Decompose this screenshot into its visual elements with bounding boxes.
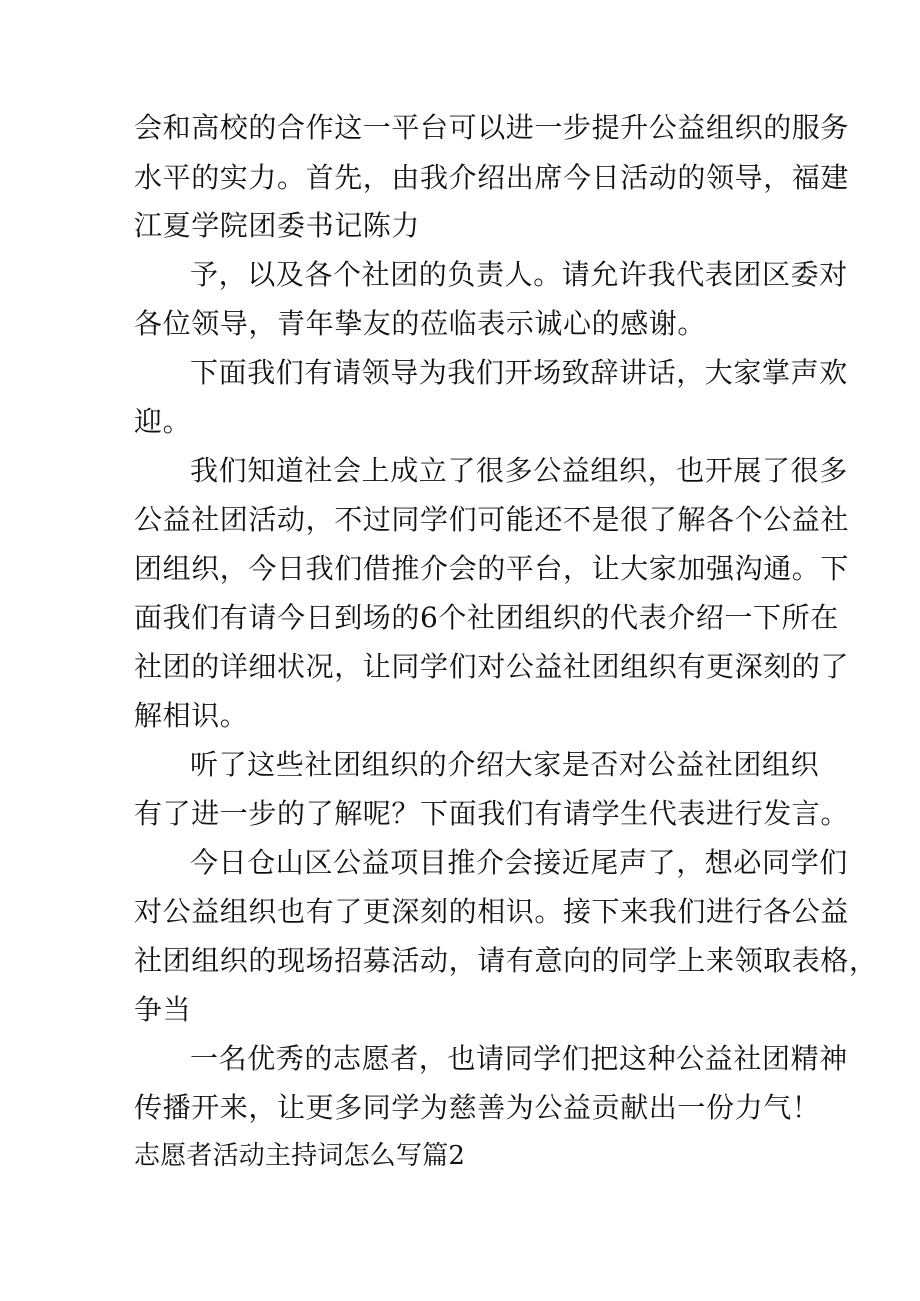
- text-line: 会和高校的合作这一平台可以进一步提升公益组织的服务: [134, 111, 850, 144]
- text-line: 对公益组织也有了更深刻的相识。接下来我们进行各公益: [134, 895, 850, 928]
- text-line: 下面我们有请领导为我们开场致辞讲话，大家掌声欢: [190, 356, 848, 389]
- text-line: 各位领导，青年挚友的莅临表示诚心的感谢。: [134, 307, 707, 340]
- text-line: 传播开来，让更多同学为慈善为公益贡献出一份力气！: [134, 1091, 821, 1124]
- text-line: 团组织，今日我们借推介会的平台，让大家加强沟通。下: [134, 552, 850, 585]
- text-line: 有了进一步的了解呢？下面我们有请学生代表进行发言。: [134, 797, 850, 830]
- text-line: 听了这些社团组织的介绍大家是否对公益社团组织: [190, 748, 820, 781]
- text-line: 一名优秀的志愿者，也请同学们把这种公益社团精神: [190, 1042, 848, 1075]
- text-line: 争当: [134, 993, 192, 1026]
- text-line: 江夏学院团委书记陈力: [134, 209, 421, 242]
- text-line: 我们知道社会上成立了很多公益组织，也开展了很多: [190, 454, 848, 487]
- text-line: 面我们有请今日到场的6个社团组织的代表介绍一下所在: [134, 601, 839, 634]
- text-line: 迎。: [134, 405, 192, 438]
- text-line: 水平的实力。首先，由我介绍出席今日活动的领导，福建: [134, 161, 850, 194]
- text-line: 解相识。: [134, 699, 249, 732]
- text-line: 社团的详细状况，让同学们对公益社团组织有更深刻的了: [134, 650, 850, 683]
- text-line: 社团组织的现场招募活动，请有意向的同学上来领取表格，: [134, 944, 878, 977]
- text-line: 公益社团活动，不过同学们可能还不是很了解各个公益社: [134, 503, 850, 536]
- text-line: 予，以及各个社团的负责人。请允许我代表团区委对: [190, 258, 848, 291]
- section-heading: 志愿者活动主持词怎么写篇2: [134, 1141, 466, 1171]
- text-line: 今日仓山区公益项目推介会接近尾声了，想必同学们: [190, 846, 848, 879]
